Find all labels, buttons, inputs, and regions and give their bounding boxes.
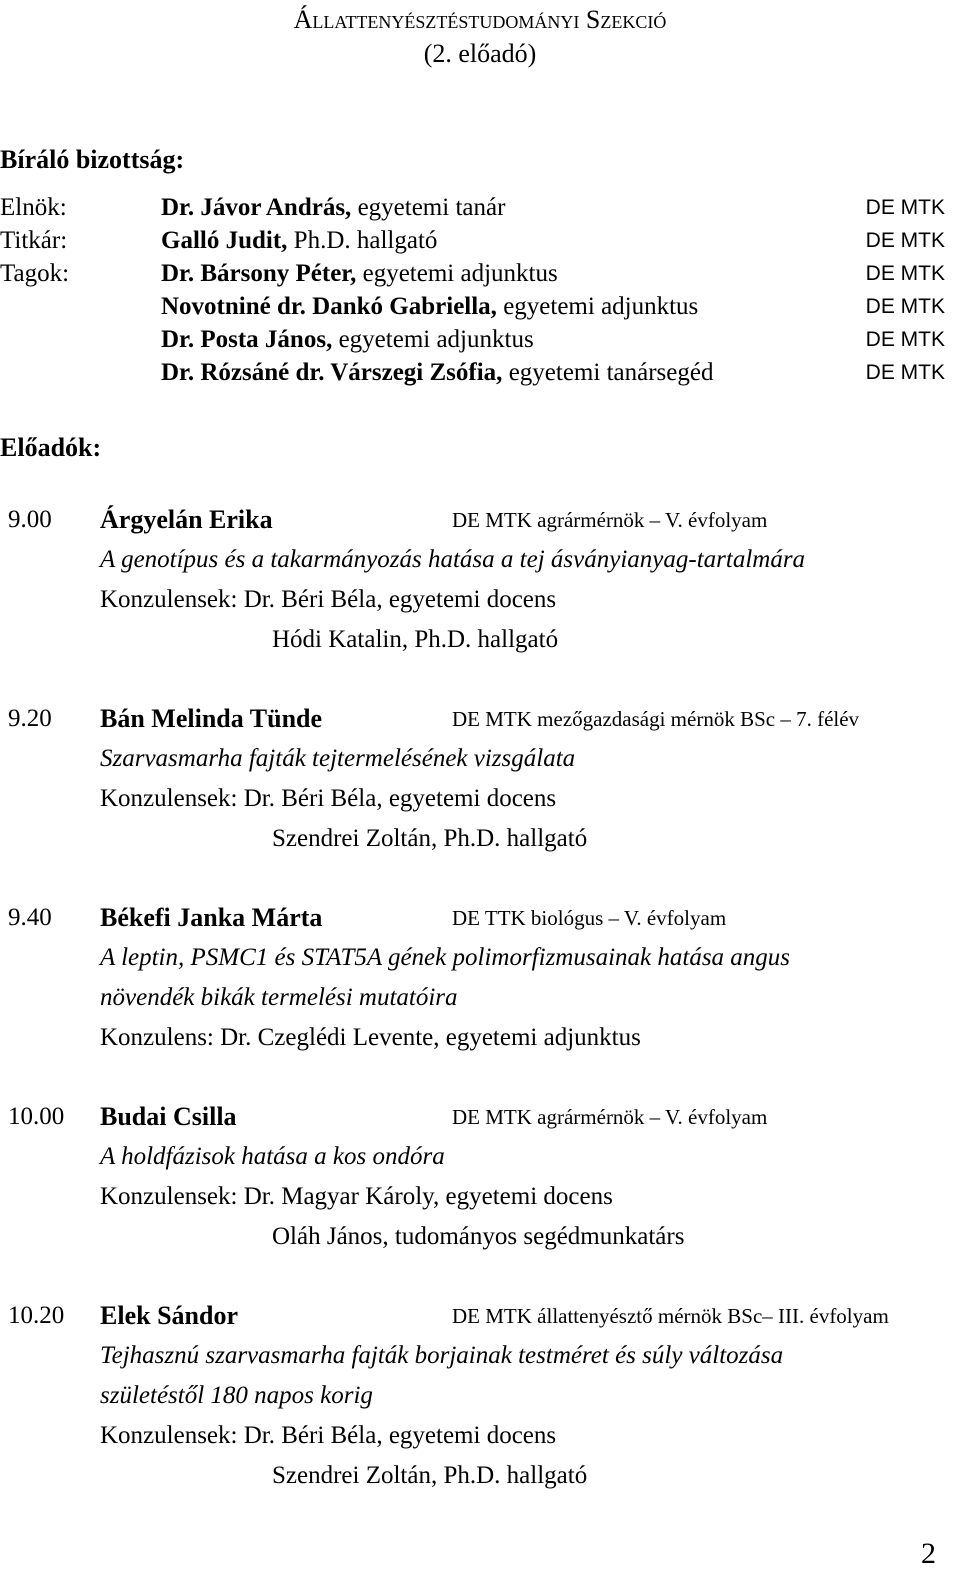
presenter-name: Elek Sándor	[100, 1301, 238, 1330]
presentation-title-continued: növendék bikák termelési mutatóira	[100, 984, 458, 1011]
consultant-line	[100, 1419, 556, 1453]
member-institution: DE MTK	[865, 229, 945, 252]
consultant-line	[100, 1021, 641, 1055]
committee-person	[161, 258, 558, 290]
consultant-name: Dr. Czeglédi Levente, egyetemi adjunktus	[220, 1024, 641, 1051]
committee-person	[161, 192, 505, 224]
committee-role: Tagok:	[0, 260, 70, 287]
section-subtitle: (2. előadó)	[423, 39, 537, 68]
member-name: Galló Judit,	[161, 227, 288, 254]
committee-member	[0, 192, 960, 226]
consultant-line	[100, 782, 556, 816]
presentation-title-continued: születéstől 180 napos korig	[100, 1382, 373, 1409]
member-name: Dr. Jávor András,	[161, 194, 352, 221]
presentation-time: 10.00	[8, 1103, 65, 1130]
member-name: Novotniné dr. Dankó Gabriella,	[161, 293, 497, 320]
consultant-label: Konzulens:	[100, 1024, 214, 1051]
consultant-line	[100, 583, 556, 617]
member-name: Dr. Posta János,	[161, 326, 333, 353]
committee-person	[161, 324, 534, 356]
consultant-name: Oláh János, tudományos segédmunkatárs	[272, 1223, 685, 1250]
committee-person	[161, 291, 698, 323]
committee-person	[161, 225, 437, 257]
committee-member	[0, 291, 960, 325]
consultant-name: Dr. Béri Béla, egyetemi docens	[243, 785, 557, 812]
section-title: Állattenyésztéstudományi Szekció	[293, 5, 667, 34]
presentation-title: A genotípus és a takarmányozás hatása a tej ásványianyag-tartalmára	[100, 546, 806, 573]
member-institution: DE MTK	[865, 328, 945, 351]
presentation-title: Szarvasmarha fajták tejtermelésének vizsgálata	[100, 745, 576, 772]
consultant-name: Hódi Katalin, Ph.D. hallgató	[272, 626, 559, 653]
member-title: Ph.D. hallgató	[287, 227, 438, 254]
consultant-line	[100, 1180, 613, 1214]
member-title: egyetemi tanársegéd	[502, 359, 714, 386]
presentation-time: 9.20	[8, 705, 52, 732]
committee-member	[0, 258, 960, 292]
presenter-institution: DE MTK agrármérnök – V. évfolyam	[452, 508, 768, 532]
consultant-name: Szendrei Zoltán, Ph.D. hallgató	[272, 1462, 588, 1489]
member-title: egyetemi adjunktus	[496, 293, 699, 320]
member-name: Dr. Rózsáné dr. Várszegi Zsófia,	[161, 359, 503, 386]
consultant-label: Konzulensek:	[100, 1422, 238, 1449]
presentation-title: A leptin, PSMC1 és STAT5A gének polimorfizmusainak hatása angus	[100, 944, 791, 971]
consultant-label: Konzulensek:	[100, 1183, 238, 1210]
member-institution: DE MTK	[865, 262, 945, 285]
presenter-institution: DE MTK állattenyésztő mérnök BSc– III. évfolyam	[452, 1304, 889, 1328]
presenter-name: Budai Csilla	[100, 1102, 237, 1131]
consultant-label: Konzulensek:	[100, 586, 238, 613]
committee-label: Bíráló bizottság:	[0, 145, 185, 174]
page-number: 2	[921, 1537, 936, 1570]
presenter-name: Békefi Janka Márta	[100, 903, 323, 932]
presenter-institution: DE MTK mezőgazdasági mérnök BSc – 7. félév	[452, 707, 860, 731]
presenter-name: Bán Melinda Tünde	[100, 704, 323, 733]
presenter-institution: DE MTK agrármérnök – V. évfolyam	[452, 1105, 768, 1129]
committee-member	[0, 324, 960, 358]
consultant-label: Konzulensek:	[100, 785, 238, 812]
presentation-title: Tejhasznú szarvasmarha fajták borjainak testméret és súly változása	[100, 1342, 784, 1369]
consultant-name: Dr. Béri Béla, egyetemi docens	[243, 1422, 557, 1449]
committee-role: Titkár:	[0, 227, 68, 254]
member-title: egyetemi tanár	[351, 194, 506, 221]
member-institution: DE MTK	[865, 196, 945, 219]
presentation-time: 10.20	[8, 1302, 65, 1329]
consultant-name: Szendrei Zoltán, Ph.D. hallgató	[272, 825, 588, 852]
committee-member	[0, 357, 960, 391]
presenter-name: Árgyelán Erika	[100, 505, 273, 534]
member-title: egyetemi adjunktus	[356, 260, 558, 287]
consultant-name: Dr. Béri Béla, egyetemi docens	[243, 586, 557, 613]
presenters-label: Előadók:	[0, 433, 102, 462]
consultant-name: Dr. Magyar Károly, egyetemi docens	[243, 1183, 613, 1210]
committee-person	[161, 357, 713, 389]
member-title: egyetemi adjunktus	[332, 326, 534, 353]
committee-member	[0, 225, 960, 259]
member-institution: DE MTK	[865, 295, 945, 318]
member-name: Dr. Bársony Péter,	[161, 260, 357, 287]
presenter-institution: DE TTK biológus – V. évfolyam	[452, 906, 727, 930]
presentation-time: 9.00	[8, 506, 52, 533]
member-institution: DE MTK	[865, 361, 945, 384]
presentation-time: 9.40	[8, 904, 52, 931]
committee-role: Elnök:	[0, 194, 67, 221]
presentation-title: A holdfázisok hatása a kos ondóra	[100, 1143, 445, 1170]
